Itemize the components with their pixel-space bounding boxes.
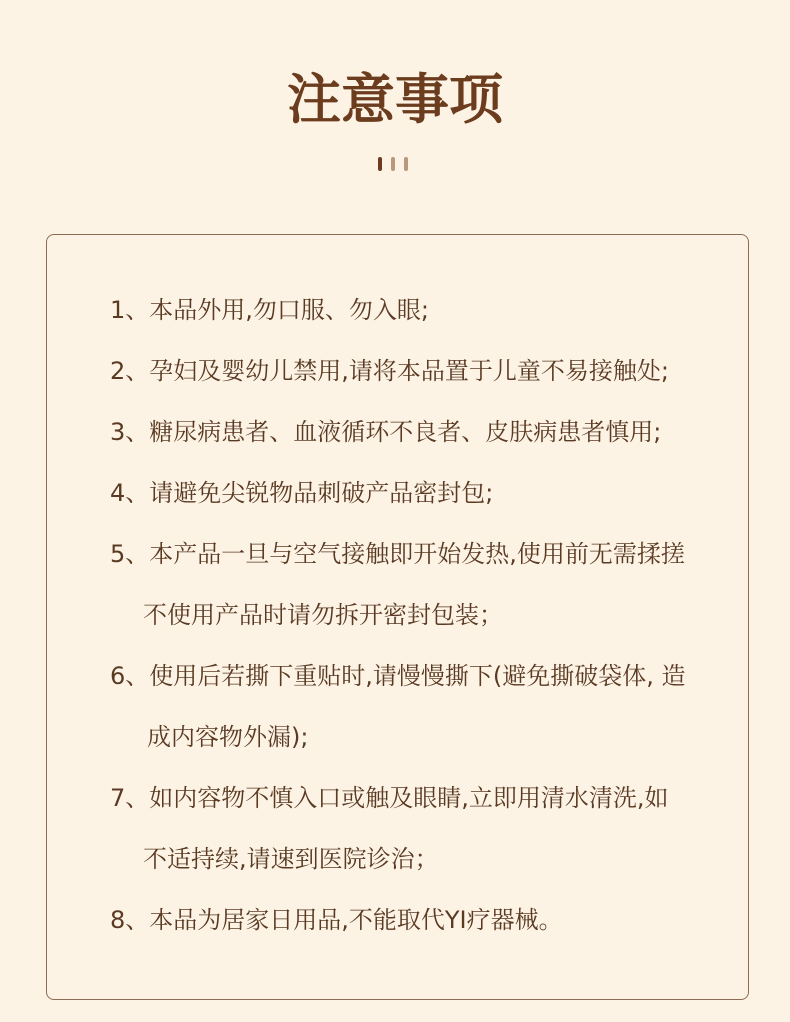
divider-bar-light bbox=[391, 157, 395, 171]
notes-panel bbox=[46, 234, 749, 1000]
note-item-8: 8、本品为居家日用品,不能取代YI疗器械。 bbox=[110, 906, 563, 934]
note-item-2: 2、孕妇及婴幼儿禁用,请将本品置于儿童不易接触处; bbox=[110, 357, 669, 385]
note-item-3: 3、糖尿病患者、血液循环不良者、皮肤病患者慎用; bbox=[110, 418, 662, 446]
note-item-7-continuation: 不适持续,请速到医院诊治； bbox=[143, 845, 439, 873]
divider-bar-light bbox=[404, 157, 408, 171]
title-divider-bars bbox=[0, 157, 786, 171]
page-title: 注意事项 bbox=[287, 68, 503, 131]
note-item-5-continuation: 不使用产品时请勿拆开密封包装； bbox=[143, 601, 503, 629]
note-item-6-continuation: 成内容物外漏); bbox=[147, 723, 309, 751]
note-item-7: 7、如内容物不慎入口或触及眼睛,立即用清水清洗,如 bbox=[110, 784, 669, 812]
divider-bar-dark bbox=[378, 157, 382, 171]
note-item-4: 4、请避免尖锐物品刺破产品密封包; bbox=[110, 479, 494, 507]
note-item-6: 6、使用后若撕下重贴时,请慢慢撕下(避免撕破袋体, 造 bbox=[110, 662, 686, 690]
note-item-5: 5、本产品一旦与空气接触即开始发热,使用前无需揉搓 bbox=[110, 540, 685, 568]
note-item-1: 1、本品外用,勿口服、勿入眼; bbox=[110, 296, 429, 324]
